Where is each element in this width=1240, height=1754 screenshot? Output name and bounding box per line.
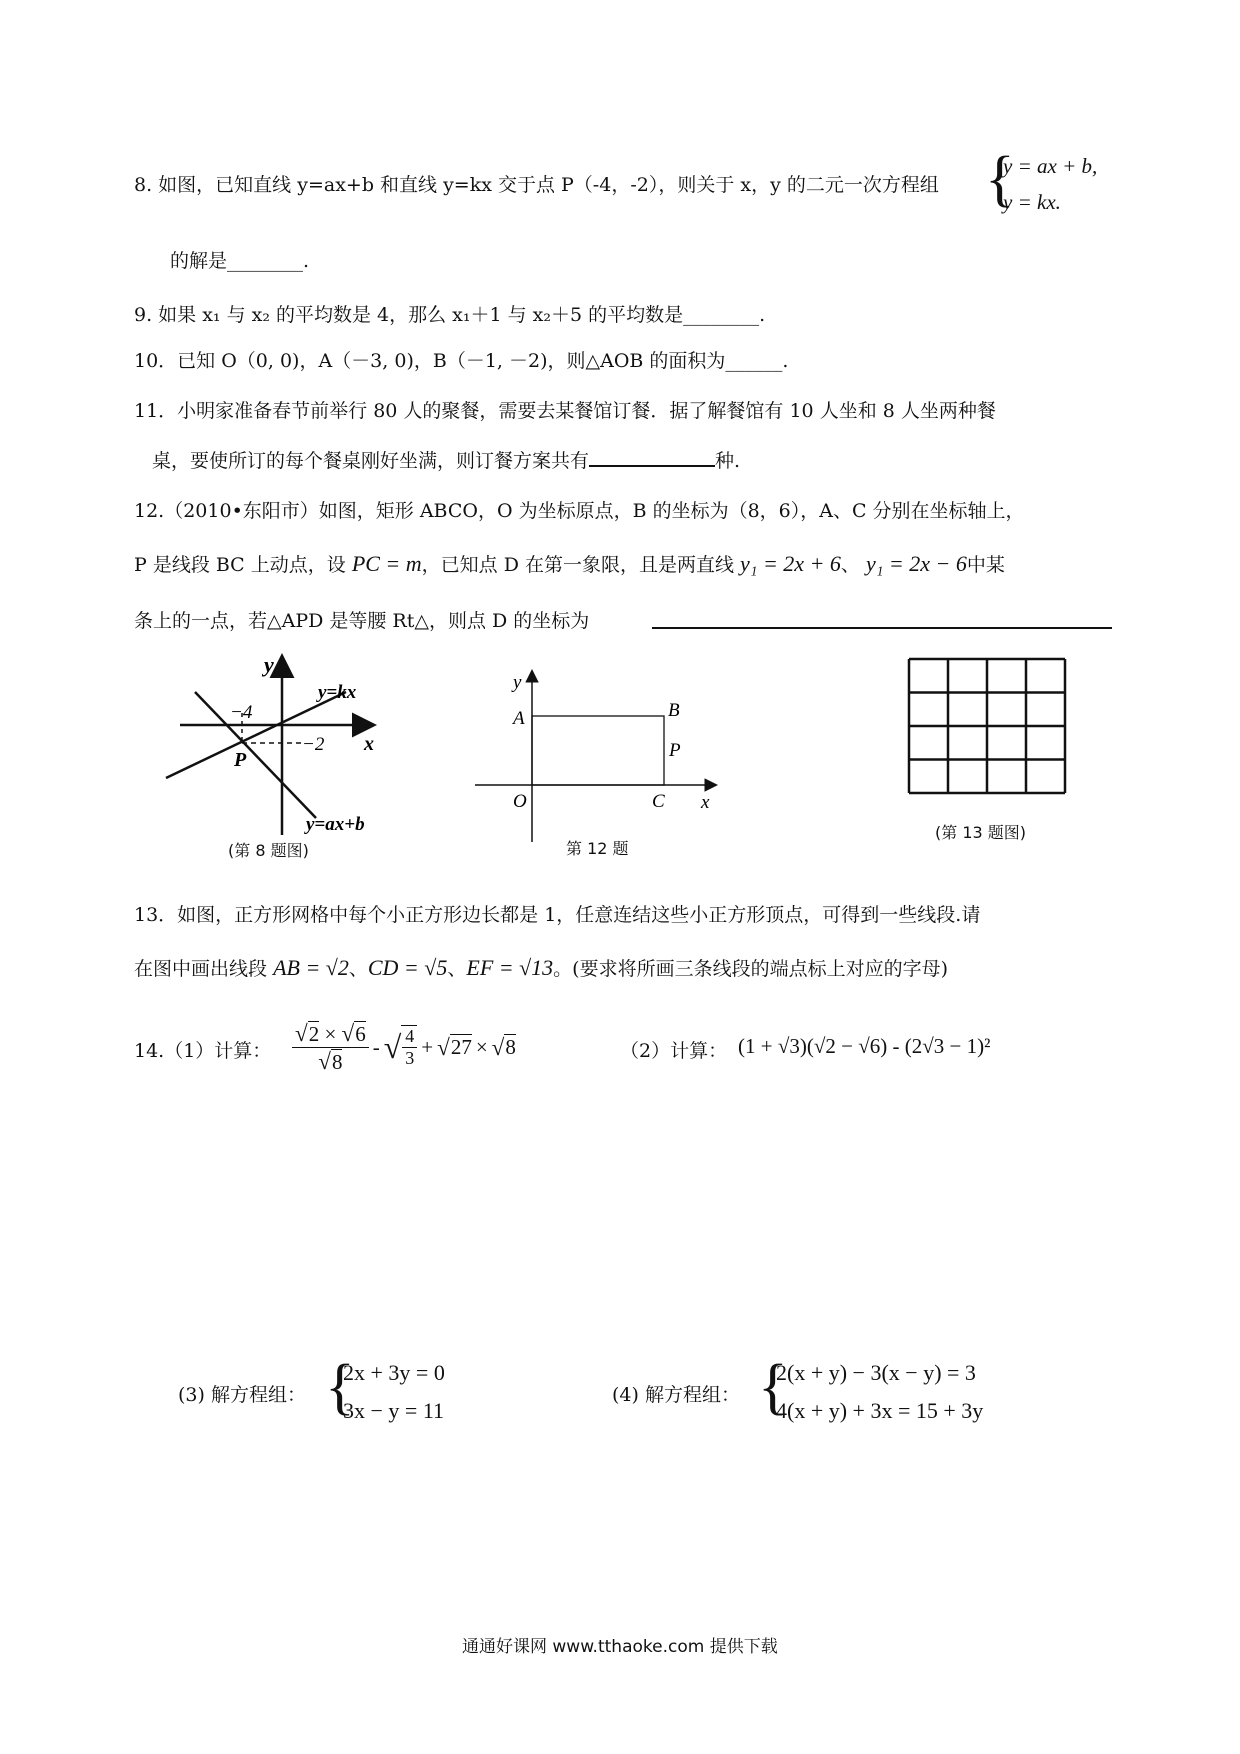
q11-line2b: 种.	[715, 450, 741, 472]
q11-line1: 11．小明家准备春节前举行 80 人的聚餐，需要去某餐馆订餐．据了解餐馆有 10 人坐和 8 人坐两种餐	[134, 400, 996, 422]
page-footer: 通通好课网 www.tthaoke.com 提供下载	[462, 1637, 778, 1657]
fig12-b-label: B	[668, 700, 680, 721]
fig12-rectangle	[532, 716, 664, 785]
fig8-p-label: P	[234, 749, 247, 771]
q8-eq2: y = kx.	[1003, 190, 1061, 214]
q12-line2c: 中某	[966, 554, 1005, 576]
q14-sys4-eq1: 2(x + y) − 3(x − y) = 3	[776, 1360, 976, 1385]
q11-blank[interactable]	[589, 447, 715, 467]
q14-brace3: {	[325, 1353, 355, 1421]
q8-text: 8. 如图，已知直线 y=ax+b 和直线 y=kx 交于点 P（-4，-2），则关于 x，y 的二元一次方程组	[134, 174, 939, 196]
q10-text: 10．已知 O（0, 0)，A（－3, 0)，B（－1, －2)，则△AOB 的面积为______.	[134, 350, 789, 372]
q13-ab: AB = √2	[273, 955, 349, 980]
fig8-kx-label: y=kx	[318, 682, 357, 703]
q14-frac-b: $\frac{4}{3}$	[401, 1025, 417, 1068]
q14-label1: 14.（1）计算：	[134, 1040, 272, 1062]
fig8-m2-label: −2	[302, 734, 325, 755]
q12-line2b: ，已知点 D 在第一象限，且是两直线	[421, 554, 734, 576]
fig12-p-label: P	[669, 740, 681, 761]
q13-line2: 在图中画出线段 AB = √2、CD = √5、EF = √13。(要求将所画三条线段的端点标上对应的字母)	[134, 955, 948, 980]
q14-expr1: $\frac{√2 \times √6}{√8}$ - √ $\frac{4}{3}$ + √ 27 × √ 8	[292, 1020, 516, 1074]
q13-line2b: 。(要求将所画三条线段的端点标上对应的字母)	[553, 958, 948, 980]
q12-line2	[134, 550, 1005, 577]
fig8-caption: (第 8 题图)	[228, 841, 309, 860]
fig13-caption: (第 13 题图)	[935, 823, 1027, 842]
fig8-x-label: x	[364, 733, 374, 755]
q12-sep: 、	[840, 554, 860, 576]
fig12-a-label: A	[513, 708, 525, 729]
q13-line1: 13．如图，正方形网格中每个小正方形边长都是 1，任意连结这些小正方形顶点，可得到一些线段.请	[134, 904, 981, 926]
q14-sys3-eq2: 3x − y = 11	[343, 1398, 444, 1423]
q14-sys4-eq2: 4(x + y) + 3x = 15 + 3y	[776, 1398, 984, 1423]
q12-line1-eq: y₁ = 2x + 6	[740, 551, 841, 576]
fig12-o-label: O	[513, 791, 527, 812]
fig12-caption: 第 12 题	[566, 839, 629, 858]
fig8-y-label: y	[264, 652, 274, 677]
q14-sys3-eq1: 2x + 3y = 0	[343, 1360, 445, 1385]
q12-line2-eq: y₁ = 2x − 6	[865, 551, 967, 576]
q14-expr2: (1 + √3)(√2 − √6) - (2√3 − 1)²	[738, 1034, 991, 1058]
fig8-m4-label: −4	[230, 702, 253, 723]
fig8-axb-label: y=ax+b	[306, 814, 365, 835]
fig12-y-label: y	[513, 672, 522, 693]
q12-line3: 条上的一点，若△APD 是等腰 Rt△，则点 D 的坐标为	[134, 610, 590, 632]
q9-text: 9. 如果 x₁ 与 x₂ 的平均数是 4，那么 x₁＋1 与 x₂＋5 的平均数是________.	[134, 304, 766, 326]
q14-label4: (4) 解方程组：	[612, 1384, 740, 1406]
q11-line2	[152, 446, 740, 473]
q13-cd: CD = √5	[367, 955, 448, 980]
figure-13-grid[interactable]	[905, 655, 1069, 799]
q14-label2: （2）计算：	[620, 1040, 728, 1062]
q12-pc: PC = m	[351, 551, 422, 576]
q14-frac-a: $\frac{√2 \times √6}{√8}$	[292, 1020, 369, 1074]
q13-ef: EF = √13	[466, 955, 554, 980]
fig12-x-label: x	[701, 792, 710, 813]
figure-8	[150, 650, 410, 850]
q8-answer: 的解是________.	[170, 250, 310, 272]
q12-answer-line[interactable]	[652, 627, 1112, 629]
fig12-c-label: C	[652, 791, 665, 812]
q8-brace: {	[985, 145, 1015, 213]
q12-line1: 12.（2010•东阳市）如图，矩形 ABCO，O 为坐标原点，B 的坐标为（8，6），A、C 分别在坐标轴上，	[134, 500, 1025, 522]
q14-brace4: {	[758, 1353, 788, 1421]
figure-12	[465, 660, 725, 850]
q12-line2a: P 是线段 BC 上动点，设	[134, 554, 346, 576]
q13-line2a: 在图中画出线段	[134, 958, 268, 980]
q11-line2a: 桌，要使所订的每个餐桌刚好坐满，则订餐方案共有	[152, 450, 590, 472]
q8-eq1: y = ax + b,	[1003, 154, 1098, 178]
q14-label3: (3) 解方程组：	[178, 1384, 306, 1406]
